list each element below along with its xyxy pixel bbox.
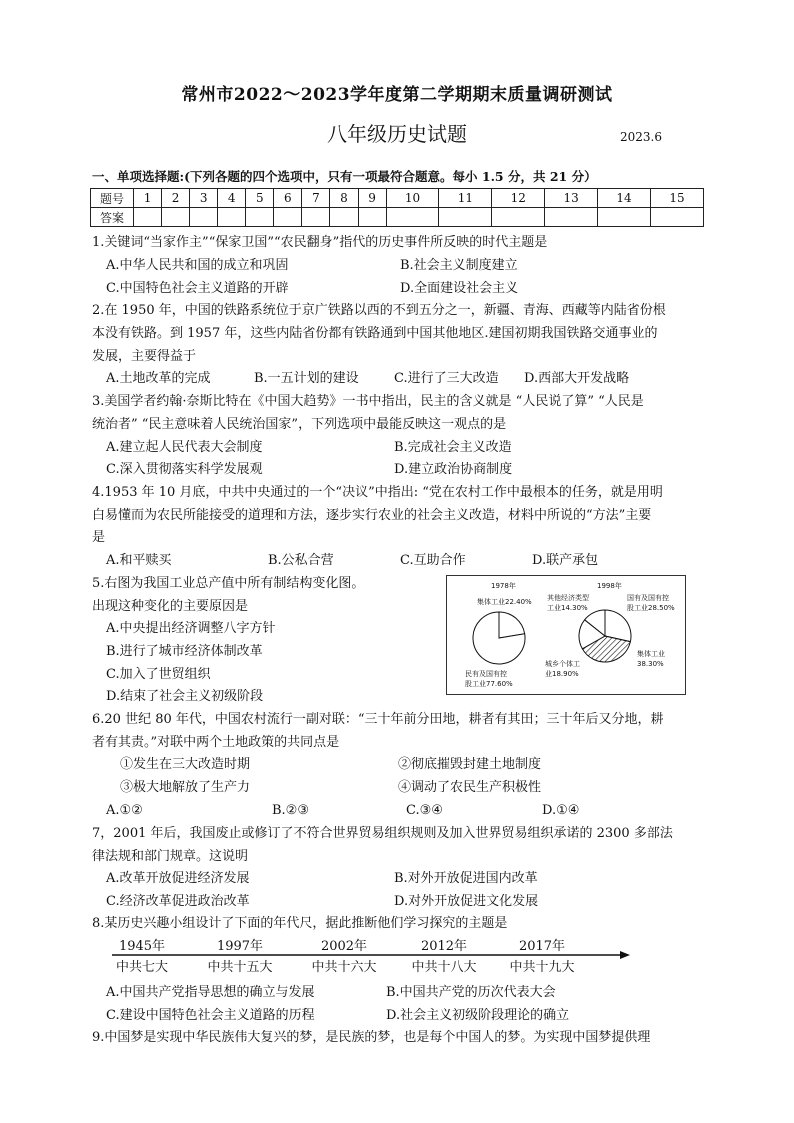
table-cell-number: 8: [330, 189, 358, 208]
timeline-event: 中共十八大: [411, 960, 477, 975]
answer-cell[interactable]: [545, 208, 598, 227]
fig-right-label-individual-2: 业18.90%: [545, 670, 579, 678]
timeline-event: 中共十五大: [207, 960, 273, 975]
q7-option-b: B.对外开放促进国内改革: [394, 871, 538, 886]
q4-option-b: B.公私合营: [268, 553, 334, 568]
q5-line-1: 5.右图为我国工业总产值中所有制结构变化图。: [92, 576, 365, 591]
timeline-svg: [112, 935, 632, 979]
answer-cell[interactable]: [302, 208, 330, 227]
fig-right-label-state-1: 国有及国有控: [627, 594, 669, 602]
answer-cell[interactable]: [134, 208, 162, 227]
q9-line-1: 9.中国梦是实现中华民族伟大复兴的梦，是民族的梦，也是每个中国人的梦。为实现中国梦提供理: [92, 1030, 651, 1045]
answer-cell[interactable]: [190, 208, 218, 227]
answer-cell[interactable]: [330, 208, 358, 227]
answer-table-number-row: [91, 189, 704, 208]
q4-line-2: 白易懂而为农民所能接受的道理和方法，逐步实行农业的社会主义改造，材料中所说的“方法”主要: [92, 508, 652, 523]
answer-cell[interactable]: [218, 208, 246, 227]
table-cell-number: 15: [651, 189, 704, 208]
q6-option-c: C.③④: [406, 803, 443, 818]
timeline-event: 中共十九大: [509, 960, 575, 975]
ownership-structure-svg: [447, 576, 685, 694]
q3-line-1: 3.美国学者约翰·奈斯比特在《中国大趋势》一书中指出，民主的含义就是 “人民说了算” “人民是: [92, 394, 644, 409]
q3-option-c: C.深入贯彻落实科学发展观: [106, 462, 263, 477]
q2-option-c: C.进行了三大改造: [394, 371, 499, 386]
q3-option-a: A.建立起人民代表大会制度: [106, 440, 263, 455]
q1-option-a: A.中华人民共和国的成立和巩固: [106, 258, 289, 273]
timeline-year: 2002年: [320, 939, 368, 954]
q7-option-d: D.对外开放促进文化发展: [394, 894, 539, 909]
timeline: [112, 935, 632, 979]
answer-cell[interactable]: [439, 208, 492, 227]
pie-1978: [473, 612, 525, 664]
timeline-arrow: [620, 951, 630, 959]
q2-line-3: 发展，主要得益于: [92, 349, 197, 364]
q5-line-2: 出现这种变化的主要原因是: [92, 599, 249, 614]
timeline-event: 中共七大: [115, 960, 169, 975]
answer-cell[interactable]: [651, 208, 704, 227]
q6-statement-2: ②彻底摧毁封建土地制度: [398, 757, 542, 772]
q5-option-b: B.进行了城市经济体制改革: [106, 644, 263, 659]
exam-subtitle: 八年级历史试题: [327, 122, 467, 146]
answer-table: [90, 188, 704, 227]
table-cell-number: 1: [134, 189, 162, 208]
fig-right-label-other-2: 工业14.30%: [547, 604, 588, 612]
table-cell-number: 4: [218, 189, 246, 208]
q3-option-d: D.建立政治协商制度: [394, 462, 513, 477]
table-cell-number: 13: [545, 189, 598, 208]
q6-option-a: A.①②: [106, 803, 143, 818]
q8-stem: 8.某历史兴趣小组设计了下面的年代尺，据此推断他们学习探究的主题是: [92, 916, 508, 931]
answer-cell[interactable]: [162, 208, 190, 227]
fig-right-label-collective-2: 38.30%: [637, 660, 664, 668]
answer-cell[interactable]: [274, 208, 302, 227]
answer-cell[interactable]: [492, 208, 545, 227]
answer-cell[interactable]: [386, 208, 439, 227]
q3-line-2: 统治者” “民主意味着人民统治国家”，下列选项中最能反映这一观点的是: [92, 417, 507, 432]
table-cell-number: 3: [190, 189, 218, 208]
exam-date: 2023.6: [620, 130, 662, 144]
section-heading: 一、单项选择题:(下列各题的四个选项中，只有一项最符合题意。每小 1.5 分，共 21 分）: [92, 169, 597, 184]
q5-option-c: C.加入了世贸组织: [106, 667, 211, 682]
pie-1998: [579, 610, 631, 662]
q4-option-a: A.和平赎买: [106, 553, 172, 568]
q7-option-a: A.改革开放促进经济发展: [106, 871, 250, 886]
q2-option-b: B.一五计划的建设: [254, 371, 359, 386]
table-cell-number: 11: [439, 189, 492, 208]
fig-right-label-individual-1: 城乡个体工: [545, 660, 580, 668]
fig-left-label-collective: 集体工业22.40%: [477, 598, 532, 606]
q6-line-2: 者有其责。”对联中两个土地政策的共同点是: [92, 735, 340, 750]
q8-option-b: B.中国共产党的历次代表大会: [386, 985, 556, 1000]
q7-line-2: 律法规和部门规章。这说明: [92, 849, 249, 864]
q1-option-b: B.社会主义制度建立: [400, 258, 518, 273]
answer-table-answer-row: [91, 208, 704, 227]
table-cell-number: 9: [358, 189, 386, 208]
fig-left-label-state-1: 民有及国有控: [465, 670, 507, 678]
table-cell-number: 5: [246, 189, 274, 208]
fig-left-year: 1978年: [491, 582, 516, 590]
q4-option-c: C.互助合作: [400, 553, 466, 568]
answer-cell[interactable]: [358, 208, 386, 227]
q6-statement-3: ③极大地解放了生产力: [120, 780, 251, 795]
q2-line-1: 2.在 1950 年，中国的铁路系统位于京广铁路以西的不到五分之一，新疆、青海、西藏等内陆省份根: [92, 303, 666, 318]
table-cell-number: 2: [162, 189, 190, 208]
fig-right-label-collective-1: 集体工业: [637, 650, 665, 658]
q2-line-2: 本没有铁路。到 1957 年，这些内陆省份都有铁路通到中国其他地区.建国初期我国铁路交通事业的: [92, 326, 658, 341]
answer-cell[interactable]: [246, 208, 274, 227]
q6-option-d: D.①④: [542, 803, 580, 818]
table-cell-number: 6: [274, 189, 302, 208]
q1-stem: 1.关键词“当家作主”“保家卫国”“农民翻身”指代的历史事件所反映的时代主题是: [92, 235, 548, 250]
q1-option-c: C.中国特色社会主义道路的开辟: [106, 281, 289, 296]
q3-option-b: B.完成社会主义改造: [394, 440, 512, 455]
q2-option-a: A.土地改革的完成: [106, 371, 211, 386]
q8-option-c: C.建设中国特色社会主义道路的历程: [106, 1008, 315, 1023]
fig-right-label-state-2: 股工业28.50%: [627, 604, 675, 612]
q4-line-3: 是: [92, 530, 106, 545]
timeline-year: 1945年: [118, 939, 166, 954]
timeline-year: 1997年: [216, 939, 264, 954]
q4-line-1: 4.1953 年 10 月底，中共中央通过的一个“决议”中指出: “党在农村工作中最根本的任务，就是用明: [92, 485, 663, 500]
q5-option-d: D.结束了社会主义初级阶段: [106, 689, 264, 704]
q8-option-d: D.社会主义初级阶段理论的确立: [386, 1008, 570, 1023]
table-cell-number: 12: [492, 189, 545, 208]
answer-cell[interactable]: [598, 208, 651, 227]
q6-option-b: B.②③: [272, 803, 309, 818]
fig-right-label-other-1: 其他经济类型: [547, 594, 589, 602]
fig-left-label-state-2: 股工业77.60%: [465, 680, 513, 688]
table-cell-number: 10: [386, 189, 439, 208]
timeline-year: 2012年: [420, 939, 468, 954]
fig-right-year: 1998年: [597, 582, 622, 590]
q2-option-d: D.西部大开发战略: [524, 371, 630, 386]
table-cell-number: 14: [598, 189, 651, 208]
q6-line-1: 6.20 世纪 80 年代，中国农村流行一副对联：“三十年前分田地，耕者有其田；三十年后又分地，耕: [92, 712, 664, 727]
table-cell-number: 7: [302, 189, 330, 208]
table-row-label-number: 题号: [91, 189, 134, 208]
q8-option-a: A.中国共产党指导思想的确立与发展: [106, 985, 315, 1000]
q7-option-c: C.经济改革促进政治改革: [106, 894, 250, 909]
q7-line-1: 7，2001 年后，我国废止或修订了不符合世界贸易组织规则及加入世界贸易组织承诺的 2300 多部法: [92, 826, 673, 841]
q6-statement-1: ①发生在三大改造时期: [120, 757, 251, 772]
q1-option-d: D.全面建设社会主义: [400, 281, 519, 296]
q6-statement-4: ④调动了农民生产积极性: [398, 780, 542, 795]
timeline-event: 中共十六大: [311, 960, 377, 975]
q5-option-a: A.中央提出经济调整八字方针: [106, 621, 276, 636]
ownership-structure-figure: [446, 575, 686, 695]
timeline-year: 2017年: [518, 939, 566, 954]
table-row-label-answer: 答案: [91, 208, 134, 227]
exam-title: 常州市2022～2023学年度第二学期期末质量调研测试: [181, 85, 613, 105]
q4-option-d: D.联产承包: [532, 553, 599, 568]
